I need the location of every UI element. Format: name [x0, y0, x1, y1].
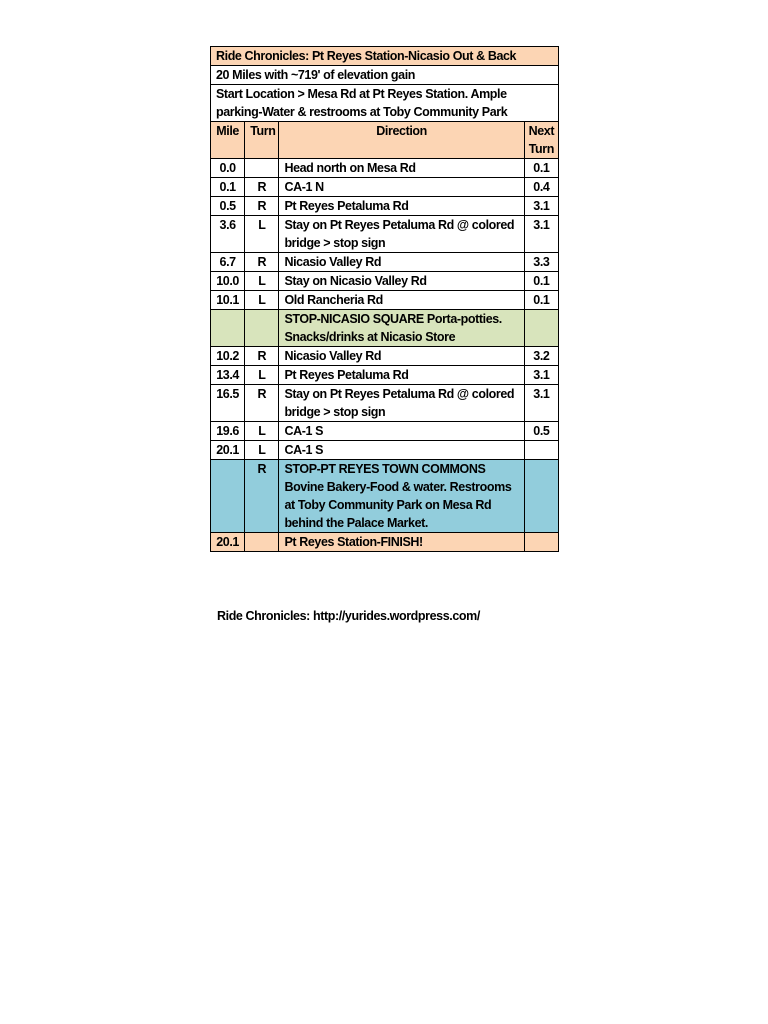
- start-row: [211, 85, 559, 122]
- cue-mile: 20.1: [211, 533, 245, 552]
- cue-turn: [245, 159, 279, 178]
- cue-direction: Pt Reyes Station-FINISH!: [279, 533, 524, 552]
- cue-mile: 0.0: [211, 159, 245, 178]
- cue-turn: R: [245, 178, 279, 197]
- title-row: [211, 47, 559, 66]
- cue-next-turn: 3.1: [524, 197, 558, 216]
- cue-sheet-table: [210, 46, 559, 552]
- cue-row: [211, 385, 559, 422]
- cue-direction: CA-1 S: [279, 441, 524, 460]
- cue-row: [211, 291, 559, 310]
- ride-summary: 20 Miles with ~719' of elevation gain: [211, 66, 559, 85]
- cue-mile: [211, 460, 245, 533]
- cue-direction: STOP-NICASIO SQUARE Porta-potties. Snacks/drinks at Nicasio Store: [279, 310, 524, 347]
- cue-next-turn: 3.1: [524, 366, 558, 385]
- cue-turn: R: [245, 347, 279, 366]
- cue-row: [211, 272, 559, 291]
- cue-turn: L: [245, 272, 279, 291]
- header-direction: Direction: [279, 122, 524, 159]
- cue-turn: [245, 310, 279, 347]
- cue-mile: 13.4: [211, 366, 245, 385]
- cue-direction: Nicasio Valley Rd: [279, 347, 524, 366]
- cue-next-turn: [524, 533, 558, 552]
- cue-row: [211, 441, 559, 460]
- cue-direction: STOP-PT REYES TOWN COMMONS Bovine Bakery-Food & water. Restrooms at Toby Community Park on Mesa Rd behind the Palace Market.: [279, 460, 524, 533]
- cue-next-turn: 0.1: [524, 291, 558, 310]
- cue-row: [211, 366, 559, 385]
- cue-next-turn: [524, 310, 558, 347]
- cue-row: [211, 178, 559, 197]
- cue-direction: Head north on Mesa Rd: [279, 159, 524, 178]
- cue-direction: Stay on Pt Reyes Petaluma Rd @ colored bridge > stop sign: [279, 385, 524, 422]
- cue-mile: 10.1: [211, 291, 245, 310]
- cue-row: [211, 253, 559, 272]
- cue-turn: R: [245, 385, 279, 422]
- cue-next-turn: 3.1: [524, 216, 558, 253]
- cue-turn: L: [245, 291, 279, 310]
- cue-row: [211, 159, 559, 178]
- cue-direction: Stay on Pt Reyes Petaluma Rd @ colored bridge > stop sign: [279, 216, 524, 253]
- footer-link-text: Ride Chronicles: http://yurides.wordpress.com/: [217, 609, 480, 623]
- cue-mile: 10.2: [211, 347, 245, 366]
- cue-direction: CA-1 N: [279, 178, 524, 197]
- cue-direction: Old Rancheria Rd: [279, 291, 524, 310]
- cue-mile: 0.5: [211, 197, 245, 216]
- cue-turn: L: [245, 366, 279, 385]
- cue-next-turn: 3.2: [524, 347, 558, 366]
- cue-row: [211, 422, 559, 441]
- cue-next-turn: 3.3: [524, 253, 558, 272]
- cue-mile: 0.1: [211, 178, 245, 197]
- cue-next-turn: 0.1: [524, 159, 558, 178]
- cue-turn: R: [245, 197, 279, 216]
- header-turn: Turn: [245, 122, 279, 159]
- cue-next-turn: 3.1: [524, 385, 558, 422]
- cue-turn: L: [245, 216, 279, 253]
- summary-row: [211, 66, 559, 85]
- cue-row: [211, 347, 559, 366]
- header-mile: Mile: [211, 122, 245, 159]
- start-location: Start Location > Mesa Rd at Pt Reyes Station. Ample parking-Water & restrooms at Toby Community Park: [211, 85, 559, 122]
- cue-direction: CA-1 S: [279, 422, 524, 441]
- cue-next-turn: [524, 460, 558, 533]
- cue-mile: 19.6: [211, 422, 245, 441]
- cue-next-turn: 0.5: [524, 422, 558, 441]
- cue-row: [211, 533, 559, 552]
- cue-mile: 16.5: [211, 385, 245, 422]
- sheet-title: Ride Chronicles: Pt Reyes Station-Nicasio Out & Back: [211, 47, 559, 66]
- cue-next-turn: 0.4: [524, 178, 558, 197]
- cue-turn: L: [245, 422, 279, 441]
- cue-turn: R: [245, 460, 279, 533]
- cue-turn: R: [245, 253, 279, 272]
- cue-row: [211, 310, 559, 347]
- cue-row: [211, 216, 559, 253]
- cue-mile: 6.7: [211, 253, 245, 272]
- cue-mile: [211, 310, 245, 347]
- cue-direction: Pt Reyes Petaluma Rd: [279, 366, 524, 385]
- cue-mile: 10.0: [211, 272, 245, 291]
- cue-next-turn: 0.1: [524, 272, 558, 291]
- cue-turn: [245, 533, 279, 552]
- header-row: [211, 122, 559, 159]
- cue-direction: Pt Reyes Petaluma Rd: [279, 197, 524, 216]
- header-next-turn: Next Turn: [524, 122, 558, 159]
- cue-mile: 20.1: [211, 441, 245, 460]
- cue-row: [211, 460, 559, 533]
- cue-row: [211, 197, 559, 216]
- cue-next-turn: [524, 441, 558, 460]
- cue-turn: L: [245, 441, 279, 460]
- cue-direction: Nicasio Valley Rd: [279, 253, 524, 272]
- cue-mile: 3.6: [211, 216, 245, 253]
- cue-direction: Stay on Nicasio Valley Rd: [279, 272, 524, 291]
